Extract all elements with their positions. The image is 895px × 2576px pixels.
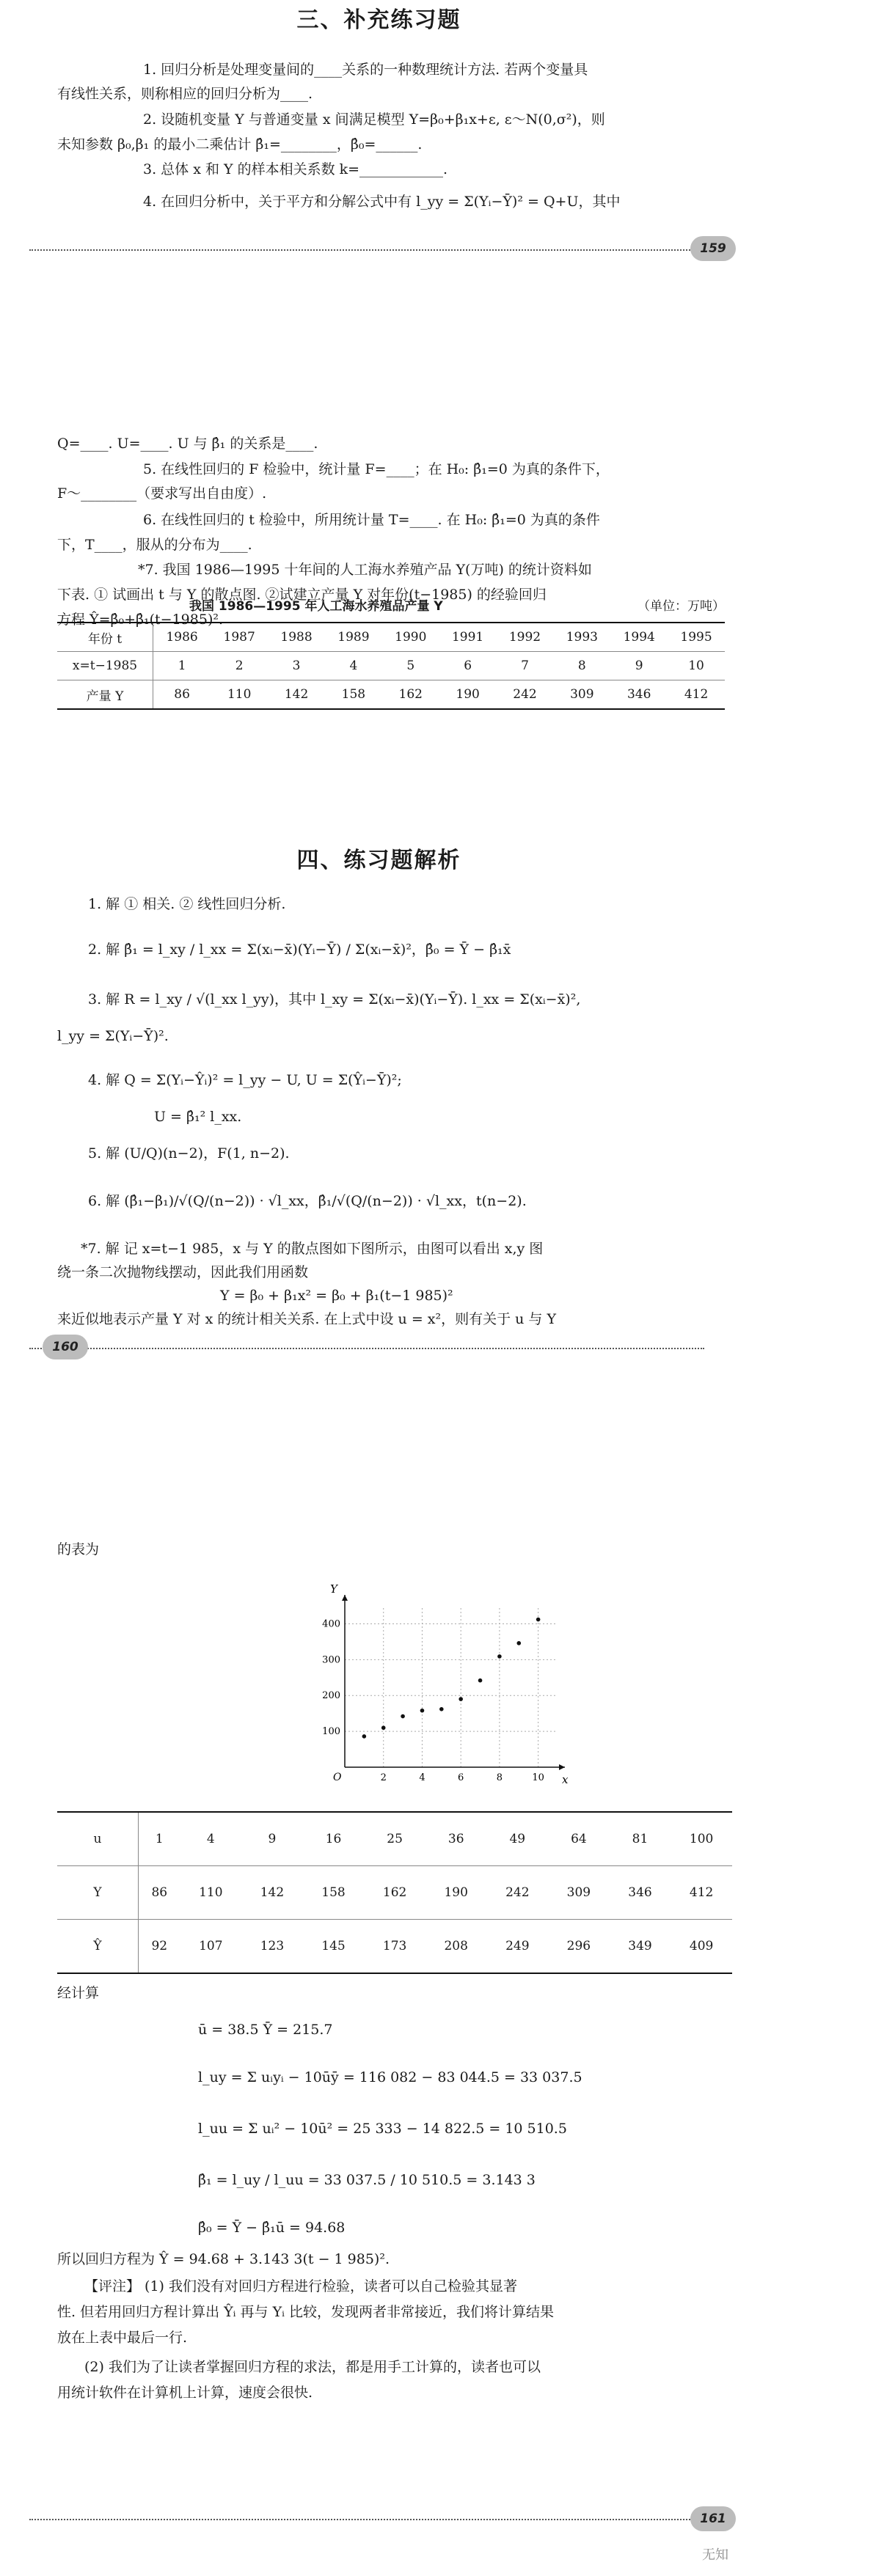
cell: 412 (668, 680, 725, 710)
answer-5: 5. 解 (U/Q)(n−2)，F(1, n−2). (88, 1145, 290, 1162)
answer-7-cont: 绕一条二次抛物线摆动，因此我们用函数 (57, 1264, 309, 1280)
y-arrow (342, 1595, 348, 1601)
data-point (459, 1697, 463, 1701)
question-1-cont: 有线性关系，则称相应的回归分析为____. (57, 86, 313, 102)
cell: 142 (268, 680, 325, 710)
cell: 242 (497, 680, 554, 710)
row-label: Y (57, 1866, 139, 1920)
answer-3-cont: l_yy = Σ(Yᵢ−Ȳ)². (57, 1028, 169, 1044)
data-point (420, 1709, 425, 1713)
data-point (516, 1641, 521, 1645)
cell: 346 (610, 680, 668, 710)
cell: 346 (610, 1866, 671, 1920)
answer-7: *7. 解 记 x=t−1 985，x 与 Y 的散点图如下图所示，由图可以看出 x,y 图 (81, 1241, 544, 1257)
answer-2: 2. 解 β̂₁ = l_xy / l_xx = Σ(xᵢ−x̄)(Yᵢ−Ȳ) / Σ(xᵢ−x̄)²，β̂₀ = Ȳ − β̂₁x̄ (88, 942, 511, 958)
table-intro: 的表为 (57, 1541, 100, 1557)
cell: 110 (180, 1866, 242, 1920)
cell: 86 (139, 1866, 180, 1920)
watermark: 无知 (702, 2547, 728, 2563)
cell: 412 (671, 1866, 732, 1920)
cell: 1988 (268, 623, 325, 652)
cell: 5 (382, 652, 439, 680)
answer-3: 3. 解 R = l_xy / √(l_xx l_yy)，其中 l_xy = Σ(xᵢ−x̄)(Yᵢ−Ȳ). l_xx = Σ(xᵢ−x̄)², (88, 991, 581, 1008)
cell: 208 (425, 1920, 487, 1974)
answer-4-cont: U = β̂₁² l_xx. (154, 1109, 242, 1125)
row-label: Ŷ (57, 1920, 139, 1974)
cell: 1990 (382, 623, 439, 652)
table-caption-title: 我国 1986—1995 年人工海水养殖品产量 Y (189, 599, 443, 614)
data-point (478, 1678, 483, 1683)
page-separator (29, 2519, 704, 2520)
cell: 1991 (439, 623, 497, 652)
table-row (57, 680, 725, 710)
cell: 81 (610, 1812, 671, 1866)
cell: 123 (241, 1920, 303, 1974)
table-row (57, 623, 725, 652)
cell: 296 (548, 1920, 610, 1974)
cell: 1994 (610, 623, 668, 652)
note-2: (2) 我们为了让读者掌握回归方程的求法，都是用手工计算的，读者也可以 (84, 2359, 541, 2375)
cell: 86 (153, 680, 211, 710)
data-point (439, 1707, 444, 1711)
cell: 16 (303, 1812, 365, 1866)
calc-title: 经计算 (57, 1985, 100, 2001)
data-point (381, 1725, 386, 1730)
section-title-supplementary: 三、补充练习题 (296, 7, 461, 33)
calc-luy: l_uy = Σ uᵢyᵢ − 10ūȳ = 116 082 − 83 044.5 = 33 037.5 (198, 2069, 582, 2085)
note-1-cont2: 放在上表中最后一行. (57, 2330, 188, 2346)
data-point (497, 1654, 502, 1659)
cell: 7 (497, 652, 554, 680)
x-axis-label: x (562, 1773, 569, 1786)
y-tick-label: 100 (322, 1726, 340, 1738)
cell: 1986 (153, 623, 211, 652)
data-point (401, 1714, 405, 1719)
cell: 4 (180, 1812, 242, 1866)
cell: 36 (425, 1812, 487, 1866)
cell: 349 (610, 1920, 671, 1974)
question-5-cont: F～________（要求写出自由度）. (57, 485, 267, 502)
row-label: u (57, 1812, 139, 1866)
cell: 1 (153, 652, 211, 680)
question-7: *7. 我国 1986—1995 十年间的人工海水养殖产品 Y(万吨) 的统计资料如 (138, 562, 592, 578)
cell: 6 (439, 652, 497, 680)
cell: 145 (303, 1920, 365, 1974)
page-number: 159 (690, 236, 736, 261)
cell: 100 (671, 1812, 732, 1866)
x-tick-label: 10 (532, 1772, 544, 1783)
table-row (57, 1866, 732, 1920)
cell: 9 (241, 1812, 303, 1866)
question-2: 2. 设随机变量 Y 与普通变量 x 间满足模型 Y=β₀+β₁x+ε, ε～N(0,σ²)，则 (143, 111, 605, 128)
question-5: 5. 在线性回归的 F 检验中，统计量 F=____；在 H₀: β̂₁=0 为真的条件下， (143, 461, 610, 477)
cell: 1995 (668, 623, 725, 652)
page-separator (29, 249, 704, 251)
cell: 309 (548, 1866, 610, 1920)
table-row (57, 1812, 732, 1866)
question-3: 3. 总体 x 和 Y 的样本相关系数 k=____________. (143, 161, 448, 177)
table-row (57, 652, 725, 680)
cell: 2 (211, 652, 268, 680)
cell: 10 (668, 652, 725, 680)
calc-beta0: β̂₀ = Ȳ − β̂₁ū = 94.68 (198, 2220, 346, 2236)
cell: 158 (325, 680, 382, 710)
production-table (57, 622, 725, 710)
question-4-cont: Q=____. U=____. U 与 β̂₁ 的关系是____. (57, 436, 318, 452)
cell: 4 (325, 652, 382, 680)
cell: 173 (364, 1920, 425, 1974)
cell: 190 (425, 1866, 487, 1920)
question-6: 6. 在线性回归的 t 检验中，所用统计量 T=____. 在 H₀: β̂₁=0 为真的条件 (143, 512, 600, 528)
y-axis-label: Y (330, 1582, 337, 1596)
cell: 1987 (211, 623, 268, 652)
question-1: 1. 回归分析是处理变量间的____关系的一种数理统计方法. 若两个变量具 (143, 62, 588, 78)
regression-table (57, 1811, 732, 1974)
cell: 242 (487, 1866, 549, 1920)
cell: 110 (211, 680, 268, 710)
question-6-cont: 下，T____，服从的分布为____. (57, 537, 252, 553)
page-separator (29, 1348, 704, 1349)
cell: 49 (487, 1812, 549, 1866)
row-label: x=t−1985 (57, 652, 153, 680)
answer-6: 6. 解 (β̂₁−β₁)/√(Q/(n−2)) · √l_xx，β̂₁/√(Q/(n−2)) · √l_xx，t(n−2). (88, 1193, 527, 1209)
cell: 64 (548, 1812, 610, 1866)
x-tick-label: 4 (419, 1772, 425, 1783)
origin-label: O (333, 1772, 342, 1783)
cell: 25 (364, 1812, 425, 1866)
answer-4: 4. 解 Q = Σ(Yᵢ−Ŷᵢ)² = l_yy − U, U = Σ(Ŷᵢ−Ȳ)²; (88, 1072, 402, 1088)
question-7-cont2: 方程 Ŷ=β̂₀+β̂₁(t−1985)². (57, 612, 224, 628)
page-number: 160 (43, 1335, 88, 1359)
cell: 8 (553, 652, 610, 680)
x-arrow (559, 1764, 565, 1770)
question-7-cont: 下表. ① 试画出 t 与 Y 的散点图. ②试建立产量 Y 对年份(t−1985) 的经验回归 (57, 587, 547, 603)
cell: 142 (241, 1866, 303, 1920)
cell: 162 (382, 680, 439, 710)
page-159 (0, 0, 758, 279)
cell: 309 (553, 680, 610, 710)
answer-7-formula: Y = β₀ + β₁x² = β₀ + β₁(t−1 985)² (220, 1288, 453, 1304)
regression-result: 所以回归方程为 Ŷ = 94.68 + 3.143 3(t − 1 985)². (57, 2251, 390, 2267)
y-tick-label: 300 (322, 1654, 340, 1666)
row-label: 年份 t (57, 623, 153, 652)
cell: 1993 (553, 623, 610, 652)
cell: 92 (139, 1920, 180, 1974)
x-tick-label: 6 (458, 1772, 464, 1783)
cell: 158 (303, 1866, 365, 1920)
note-1: 【评注】 (1) 我们没有对回归方程进行检验，读者可以自己检验其显著 (84, 2278, 517, 2294)
cell: 3 (268, 652, 325, 680)
page-number: 161 (690, 2506, 736, 2531)
calc-means: ū = 38.5 Ȳ = 215.7 (198, 2022, 333, 2038)
question-2-cont: 未知参数 β₀,β₁ 的最小二乘估计 β̂₁=________，β̂₀=______. (57, 136, 423, 153)
x-tick-label: 2 (380, 1772, 387, 1783)
table-row (57, 1920, 732, 1974)
x-tick-label: 8 (496, 1772, 503, 1783)
cell: 190 (439, 680, 497, 710)
table-caption-unit: （单位：万吨） (638, 599, 725, 614)
question-4: 4. 在回归分析中，关于平方和分解公式中有 l_yy = Σ(Yᵢ−Ȳ)² = Q+U，其中 (143, 194, 621, 210)
scatter-plot (315, 1582, 580, 1797)
cell: 249 (487, 1920, 549, 1974)
row-label: 产量 Y (57, 680, 153, 710)
note-1-cont: 性. 但若用回归方程计算出 Ŷᵢ 再与 Yᵢ 比较，发现两者非常接近，我们将计算结果 (57, 2304, 554, 2320)
calc-beta1: β̂₁ = l_uy / l_uu = 33 037.5 / 10 510.5 = 3.143 3 (198, 2172, 536, 2188)
cell: 9 (610, 652, 668, 680)
data-point (536, 1618, 541, 1622)
note-2-cont: 用统计软件在计算机上计算，速度会很快. (57, 2385, 313, 2401)
cell: 107 (180, 1920, 242, 1974)
cell: 1989 (325, 623, 382, 652)
y-tick-label: 200 (322, 1690, 340, 1702)
y-tick-label: 400 (322, 1618, 340, 1630)
section-title-solutions: 四、练习题解析 (296, 848, 461, 873)
cell: 1 (139, 1812, 180, 1866)
answer-7-cont2: 来近似地表示产量 Y 对 x 的统计相关关系. 在上式中设 u = x²，则有关于 u 与 Y (57, 1311, 557, 1327)
calc-luu: l_uu = Σ uᵢ² − 10ū² = 25 333 − 14 822.5 = 10 510.5 (198, 2121, 567, 2137)
cell: 409 (671, 1920, 732, 1974)
cell: 162 (364, 1866, 425, 1920)
data-point (362, 1734, 367, 1739)
scatter-chart (315, 1582, 580, 1797)
answer-1: 1. 解 ① 相关. ② 线性回归分析. (88, 896, 286, 912)
cell: 1992 (497, 623, 554, 652)
